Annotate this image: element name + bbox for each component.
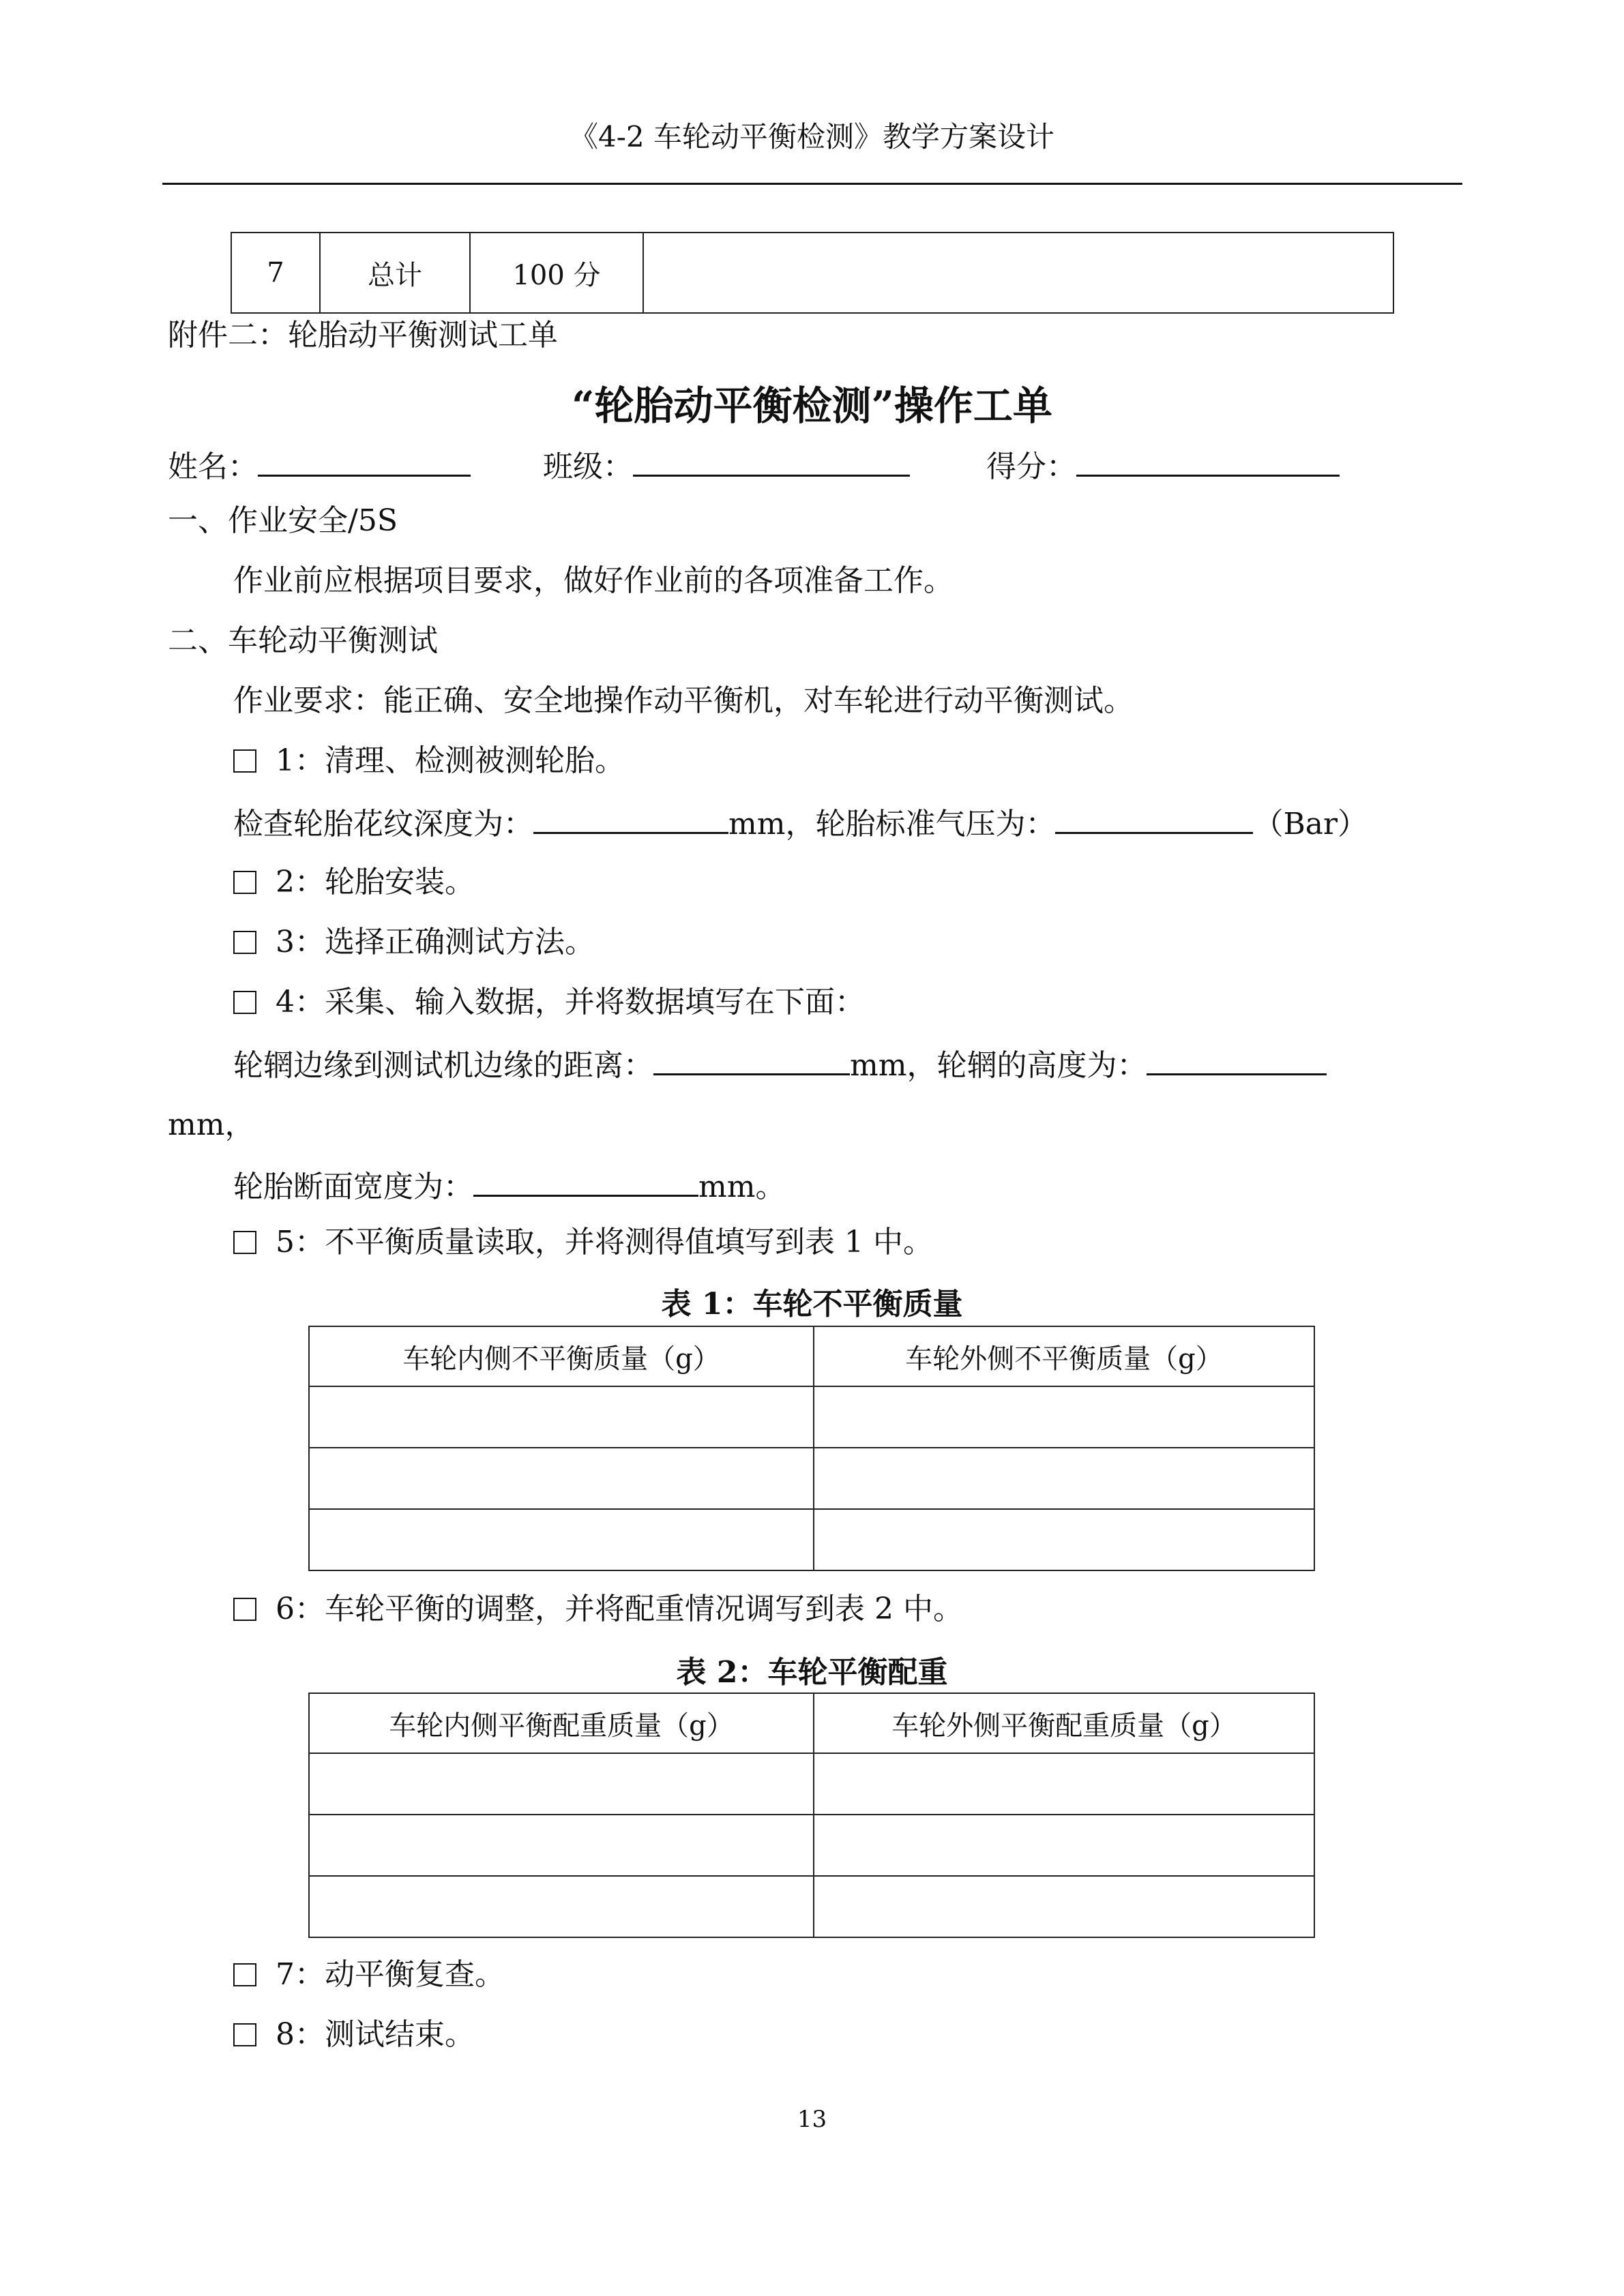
step3-label: 3：选择正确测试方法。 xyxy=(276,925,595,959)
step3-item xyxy=(233,922,595,963)
table-cell[interactable] xyxy=(309,1876,814,1937)
step6-checkbox[interactable] xyxy=(233,1598,256,1621)
step1-detail xyxy=(233,802,1368,845)
table-row xyxy=(309,1693,1314,1753)
step5-label: 5：不平衡质量读取，并将测得值填写到表 1 中。 xyxy=(276,1225,933,1259)
table-cell[interactable] xyxy=(814,1753,1314,1815)
pressure-unit: （Bar） xyxy=(1253,807,1368,841)
tire-pressure-input[interactable] xyxy=(1055,802,1253,834)
step6-item xyxy=(233,1589,963,1630)
table-cell[interactable] xyxy=(814,1448,1314,1509)
table-cell[interactable] xyxy=(814,1876,1314,1937)
rim-height-input[interactable] xyxy=(1147,1043,1327,1075)
section2-heading: 二、车轮动平衡测试 xyxy=(168,623,438,658)
step4-detail-2 xyxy=(233,1165,785,1208)
step1-item xyxy=(233,741,625,781)
table-cell[interactable] xyxy=(814,1815,1314,1876)
section1-text: 作业前应根据项目要求，做好作业前的各项准备工作。 xyxy=(233,563,954,598)
step8-checkbox[interactable] xyxy=(233,2023,256,2046)
table-row xyxy=(309,1876,1314,1937)
score-index: 7 xyxy=(231,233,320,313)
name-label: 姓名： xyxy=(168,449,258,484)
step5-checkbox[interactable] xyxy=(233,1231,256,1254)
section2-requirement: 作业要求：能正确、安全地操作动平衡机，对车轮进行动平衡测试。 xyxy=(233,683,1134,718)
table-cell[interactable] xyxy=(309,1448,814,1509)
step1-checkbox[interactable] xyxy=(233,749,256,773)
table2 xyxy=(308,1693,1315,1938)
section-width-input[interactable] xyxy=(473,1165,698,1197)
step3-checkbox[interactable] xyxy=(233,931,256,954)
score-value: 100 分 xyxy=(470,233,643,313)
page-number: 13 xyxy=(797,2106,827,2133)
score-table xyxy=(231,232,1394,314)
step4-detail-1 xyxy=(233,1043,1327,1086)
score-label: 总计 xyxy=(320,233,470,313)
table-row xyxy=(309,1815,1314,1876)
name-input[interactable] xyxy=(258,445,471,477)
step8-item xyxy=(233,2014,475,2055)
step4-checkbox[interactable] xyxy=(233,991,256,1014)
table-cell[interactable] xyxy=(814,1386,1314,1448)
table-cell[interactable] xyxy=(309,1815,814,1876)
step5-item xyxy=(233,1222,933,1263)
step4-label: 4：采集、输入数据，并将数据填写在下面： xyxy=(276,985,865,1019)
table1 xyxy=(308,1326,1315,1571)
rim-distance-input[interactable] xyxy=(653,1043,850,1075)
attachment-label: 附件二：轮胎动平衡测试工单 xyxy=(168,318,558,353)
tire-pressure-label: mm，轮胎标准气压为： xyxy=(728,807,1056,841)
step7-item xyxy=(233,1954,505,1995)
table1-caption: 表 1：车轮不平衡质量 xyxy=(661,1287,963,1322)
step4-item xyxy=(233,982,865,1023)
step7-label: 7：动平衡复查。 xyxy=(276,1957,505,1992)
tread-depth-input[interactable] xyxy=(533,802,728,834)
table2-header-inner: 车轮内侧平衡配重质量（g） xyxy=(309,1693,814,1753)
rim-height-label: mm，轮辋的高度为： xyxy=(850,1048,1147,1083)
table-row xyxy=(309,1753,1314,1815)
score-remark xyxy=(643,233,1393,313)
step8-label: 8：测试结束。 xyxy=(276,2017,475,2052)
score-label: 得分： xyxy=(986,449,1076,484)
step7-checkbox[interactable] xyxy=(233,1963,256,1986)
class-row xyxy=(543,445,910,488)
step6-label: 6：车轮平衡的调整，并将配重情况调写到表 2 中。 xyxy=(276,1592,963,1626)
table2-header-outer: 车轮外侧平衡配重质量（g） xyxy=(814,1693,1314,1753)
name-row xyxy=(168,445,471,488)
page-header-title: 《4-2 车轮动平衡检测》教学方案设计 xyxy=(570,120,1054,153)
step2-label: 2：轮胎安装。 xyxy=(276,865,475,899)
section-width-unit: mm。 xyxy=(698,1169,786,1204)
table1-header-inner: 车轮内侧不平衡质量（g） xyxy=(309,1326,814,1386)
table-cell[interactable] xyxy=(309,1753,814,1815)
header-rule xyxy=(162,183,1462,185)
table-cell[interactable] xyxy=(309,1386,814,1448)
table-row xyxy=(309,1509,1314,1570)
class-input[interactable] xyxy=(633,445,910,477)
step2-item xyxy=(233,862,475,903)
section-width-label: 轮胎断面宽度为： xyxy=(233,1169,473,1204)
score-input[interactable] xyxy=(1076,445,1340,477)
table-row xyxy=(309,1326,1314,1386)
table-row xyxy=(231,233,1393,313)
class-label: 班级： xyxy=(543,449,633,484)
step1-label: 1：清理、检测被测轮胎。 xyxy=(276,743,625,778)
table1-header-outer: 车轮外侧不平衡质量（g） xyxy=(814,1326,1314,1386)
section1-heading: 一、作业安全/5S xyxy=(168,503,398,538)
table-row xyxy=(309,1386,1314,1448)
rim-distance-label: 轮辋边缘到测试机边缘的距离： xyxy=(233,1048,653,1083)
table-cell[interactable] xyxy=(814,1509,1314,1570)
tread-depth-label: 检查轮胎花纹深度为： xyxy=(233,807,533,841)
table-cell[interactable] xyxy=(309,1509,814,1570)
score-row xyxy=(986,445,1340,488)
table-row xyxy=(309,1448,1314,1509)
step2-checkbox[interactable] xyxy=(233,871,256,894)
worksheet-title: “轮胎动平衡检测”操作工单 xyxy=(572,383,1052,429)
table2-caption: 表 2：车轮平衡配重 xyxy=(676,1655,948,1690)
step4-detail-unit: mm， xyxy=(168,1107,255,1142)
